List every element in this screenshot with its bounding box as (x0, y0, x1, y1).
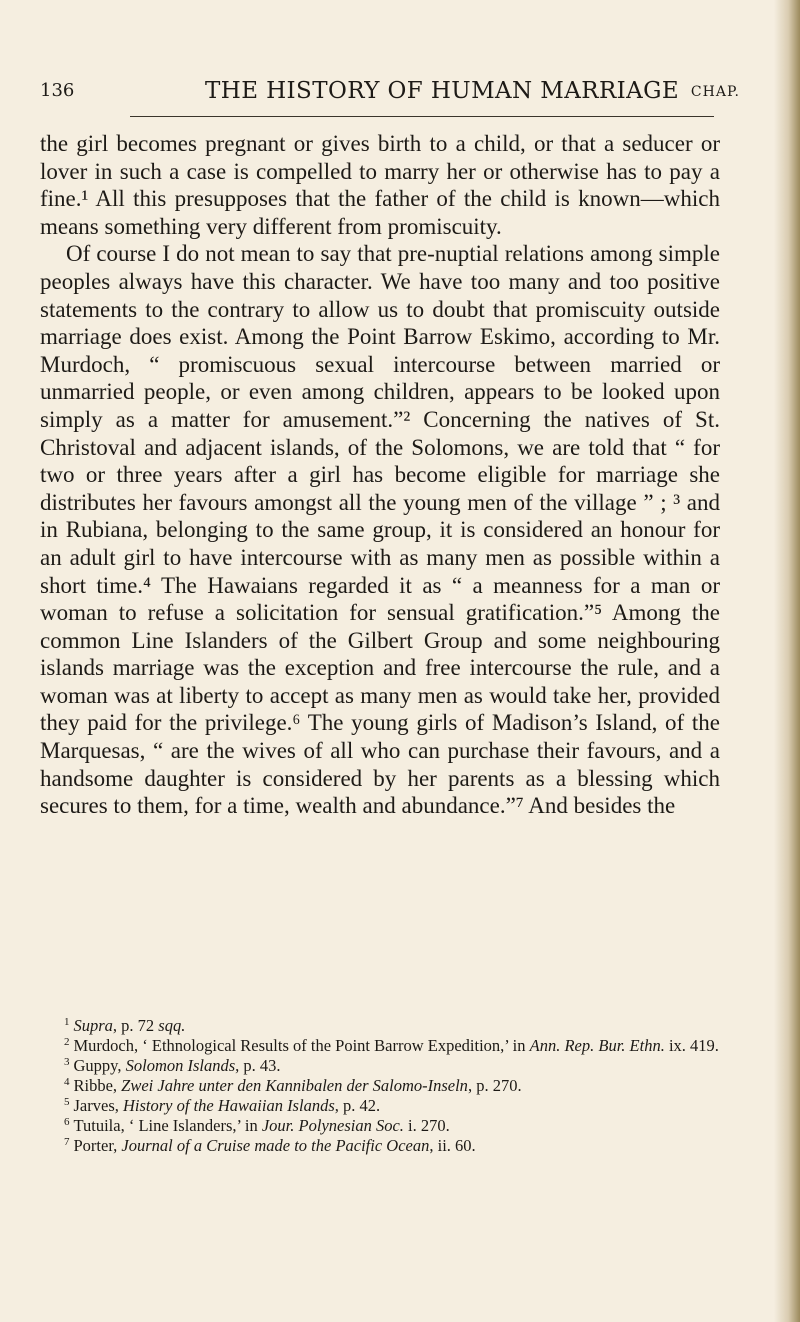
footnote-text: Murdoch, ‘ Ethnological Results of the Point Barrow Expedition,’ in (73, 1036, 530, 1055)
footnote-number: 7 (64, 1135, 70, 1148)
footnote-number: 2 (64, 1035, 70, 1048)
footnote (40, 1096, 720, 1116)
footnote (40, 1016, 720, 1036)
footnote (40, 1116, 720, 1136)
footnote-number: 1 (64, 1015, 70, 1028)
body-text (40, 130, 720, 820)
footnote-text: Ribbe, (73, 1076, 122, 1095)
footnote-title: History of the Hawaiian Islands (122, 1096, 335, 1115)
footnote (40, 1056, 720, 1076)
footnote-text: Tutuila, ‘ Line Islanders,’ in (73, 1116, 262, 1135)
footnote-text: ix. 419. (664, 1036, 719, 1055)
footnote-text: , p. 42. (334, 1096, 381, 1115)
footnote-title: Supra (73, 1016, 113, 1035)
footnote-text: i. 270. (403, 1116, 450, 1135)
footnote-text: , p. 72 (112, 1016, 159, 1035)
footnote-title: sqq. (158, 1016, 186, 1035)
footnote-title: Ann. Rep. Bur. Ethn. (529, 1036, 665, 1055)
header-rule (130, 116, 714, 117)
paragraph-1: the girl becomes pregnant or gives birth to a child, or that a seducer or lover in such a case is compelled to marry her or otherwise has to pay a fine.¹ All this presupposes that the father of the child is known—which means something very different from promiscuity. (40, 131, 720, 239)
footnote (40, 1076, 720, 1096)
footnote-text: , ii. 60. (429, 1136, 476, 1155)
footnote-text: Porter, (73, 1136, 122, 1155)
footnote-text: , p. 270. (467, 1076, 522, 1095)
footnote-text: Guppy, (73, 1056, 126, 1075)
footnote (40, 1036, 720, 1056)
page-header (40, 78, 740, 110)
paragraph-2: Of course I do not mean to say that pre-nuptial relations among simple peoples always have this character. We have too many and too positive statements to the contrary to allow us to doubt that promiscuity outside marriage does exist. Among the Point Barrow Eskimo, according to Mr. Murdoch, “ promiscuous sexual intercourse between married or unmarried people, or even among children, appears to be looked upon simply as a matter for amusement.”² Concerning the natives of St. Christoval and adjacent islands, of the Solomons, we are told that “ for two or three years after a girl has become eligible for marriage she distributes her favours amongst all the young men of the village ” ; ³ and in Rubiana, belonging to the same group, it is considered an honour for an adult girl to have intercourse with as many men as possible within a short time.⁴ The Hawaians regarded it as “ a meanness for a man or woman to refuse a solicitation for sensual gratification.”⁵ Among the common Line Islanders of the Gilbert Group and some neighbouring islands marriage was the exception and free intercourse the rule, and a woman was at liberty to accept as many men as would take her, provided they paid for the privilege.⁶ The young girls of Madison’s Island, of the Marquesas, “ are the wives of all who can purchase their favours, and a handsome daughter is considered by her parents as a blessing which secures to them, for a time, wealth and abundance.”⁷ And besides the (40, 241, 720, 819)
page-number: 136 (40, 80, 75, 101)
chapter-label: CHAP. (690, 84, 740, 100)
footnote-title: Journal of a Cruise made to the Pacific Ocean (121, 1136, 430, 1155)
page-edge-shadow (774, 0, 800, 1322)
footnote (40, 1136, 720, 1156)
footnote-text: Jarves, (73, 1096, 123, 1115)
footnotes (40, 1016, 720, 1156)
footnote-title: Solomon Islands (125, 1056, 236, 1075)
footnote-number: 5 (64, 1095, 70, 1108)
footnote-number: 3 (64, 1055, 70, 1068)
footnote-title: Zwei Jahre unter den Kannibalen der Salomo-Inseln (121, 1076, 468, 1095)
footnote-title: Jour. Polynesian Soc. (261, 1116, 404, 1135)
footnote-number: 4 (64, 1075, 70, 1088)
footnote-number: 6 (64, 1115, 70, 1128)
footnote-text: , p. 43. (235, 1056, 281, 1075)
running-head: THE HISTORY OF HUMAN MARRIAGE (205, 78, 680, 104)
